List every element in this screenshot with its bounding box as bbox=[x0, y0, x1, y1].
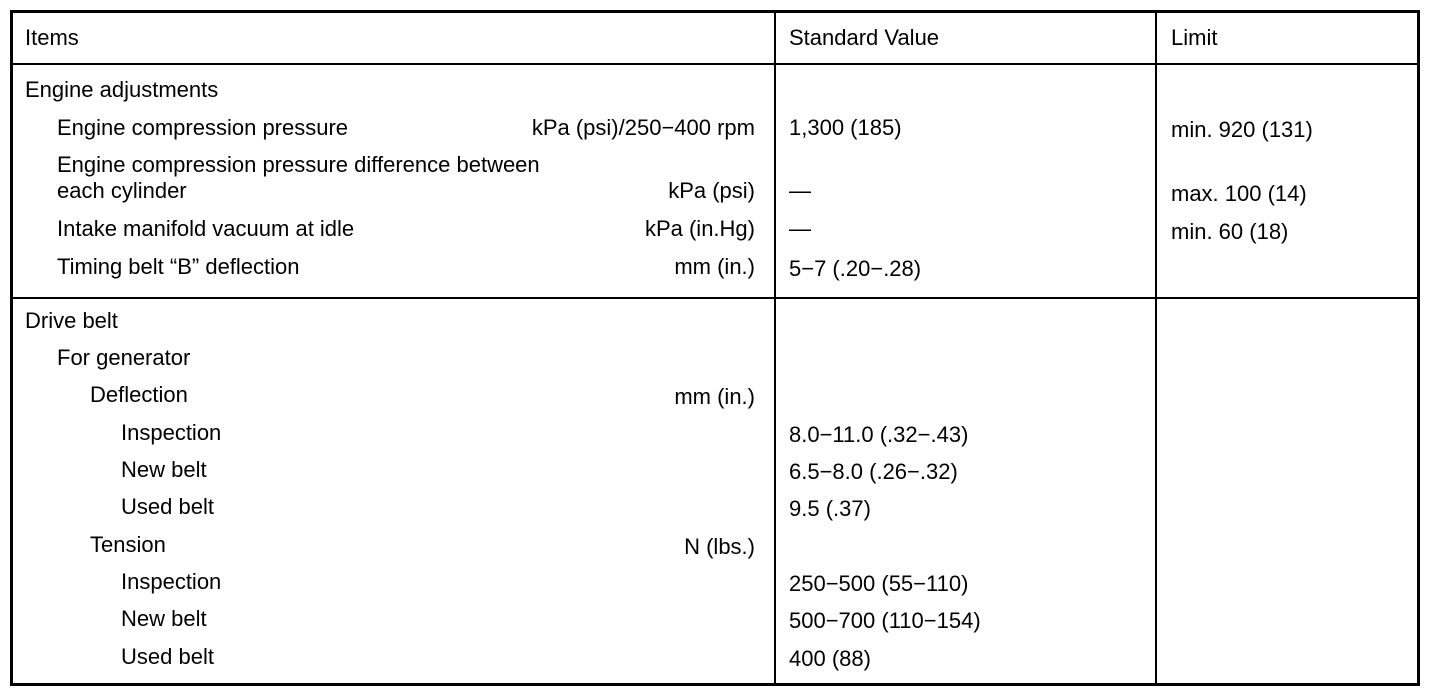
row-label: New belt bbox=[121, 606, 207, 631]
row-standard-value: 1,300 (185) bbox=[789, 115, 902, 140]
header-limit: Limit bbox=[1171, 25, 1218, 50]
row-unit: kPa (in.Hg) bbox=[644, 216, 755, 241]
row-unit: mm (in.) bbox=[674, 254, 755, 279]
row-label-continued: each cylinder bbox=[57, 178, 187, 203]
row-limit: max. 100 (14) bbox=[1171, 181, 1307, 206]
group-label-deflection: Deflection bbox=[90, 382, 188, 407]
header-standard-value: Standard Value bbox=[789, 25, 940, 50]
group-unit: N (lbs.) bbox=[684, 534, 755, 559]
section-subtitle-for-generator: For generator bbox=[57, 345, 191, 370]
row-label: Engine compression pressure bbox=[57, 115, 349, 140]
row-standard-value: 5−7 (.20−.28) bbox=[789, 256, 922, 281]
row-label: Inspection bbox=[121, 420, 222, 445]
section-title-drive-belt: Drive belt bbox=[25, 308, 118, 333]
row-label: Used belt bbox=[121, 644, 214, 669]
section-divider bbox=[13, 297, 1417, 299]
section-title-engine-adjustments: Engine adjustments bbox=[25, 77, 219, 102]
row-standard-value: 500−700 (110−154) bbox=[789, 608, 981, 633]
header-divider bbox=[13, 63, 1417, 65]
row-label: Intake manifold vacuum at idle bbox=[57, 216, 355, 241]
row-standard-value: 9.5 (.37) bbox=[789, 496, 871, 521]
row-label: New belt bbox=[121, 457, 207, 482]
group-label-tension: Tension bbox=[90, 532, 166, 557]
row-label: Timing belt “B” deflection bbox=[57, 254, 300, 279]
row-label: Inspection bbox=[121, 569, 222, 594]
group-unit: mm (in.) bbox=[674, 384, 755, 409]
row-standard-value: 250−500 (55−110) bbox=[789, 571, 969, 596]
row-unit: kPa (psi)/250−400 rpm bbox=[531, 115, 755, 140]
row-standard-value: — bbox=[789, 216, 811, 241]
column-divider-standard-limit bbox=[1155, 13, 1157, 683]
column-divider-items-standard bbox=[774, 13, 776, 683]
row-limit: min. 920 (131) bbox=[1171, 117, 1313, 142]
spec-table bbox=[10, 10, 1420, 686]
row-label: Engine compression pressure difference between bbox=[57, 152, 540, 177]
row-standard-value: 8.0−11.0 (.32−.43) bbox=[789, 422, 969, 447]
row-limit: min. 60 (18) bbox=[1171, 219, 1289, 244]
row-standard-value: — bbox=[789, 178, 811, 203]
header-items: Items bbox=[25, 25, 79, 50]
row-standard-value: 400 (88) bbox=[789, 646, 871, 671]
row-unit: kPa (psi) bbox=[668, 178, 755, 203]
row-label: Used belt bbox=[121, 494, 214, 519]
row-standard-value: 6.5−8.0 (.26−.32) bbox=[789, 459, 958, 484]
